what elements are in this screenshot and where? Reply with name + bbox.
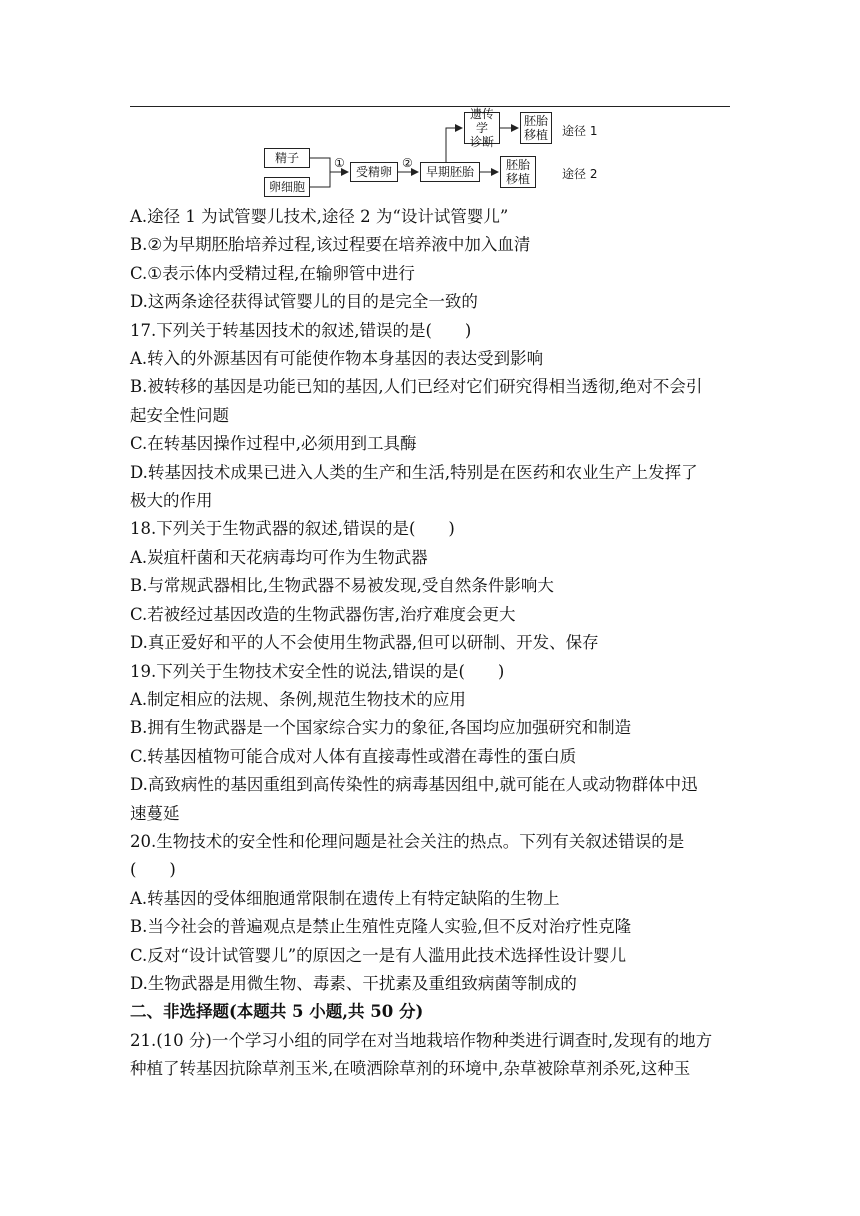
egg-box — [264, 177, 310, 197]
option-line: A.转基因的受体细胞通常限制在遗传上有特定缺陷的生物上 — [130, 888, 560, 908]
option-line: C.在转基因操作过程中,必须用到工具酶 — [130, 434, 417, 454]
option-line: D.这两条途径获得试管婴儿的目的是完全一致的 — [130, 292, 478, 312]
option-line: A.制定相应的法规、条例,规范生物技术的应用 — [130, 689, 466, 709]
zygote-label: 受精卵 — [355, 165, 392, 179]
option-line: D.高致病性的基因重组到高传染性的病毒基因组中,就可能在人或动物群体中迅 — [130, 775, 698, 795]
section-heading: 二、非选择题(本题共 5 小题,共 50 分) — [130, 1002, 424, 1022]
early-embryo-box — [420, 162, 480, 182]
genetic-diagnosis-line1: 遗传学 — [469, 107, 494, 135]
question-text — [130, 203, 730, 1084]
route1-label: 途径 1 — [562, 124, 598, 138]
question-19-stem: 19.下列关于生物技术安全性的说法,错误的是( ) — [130, 661, 505, 681]
transfer-top-line1: 胚胎 — [523, 114, 548, 128]
option-line: A.转入的外源基因有可能使作物本身基因的表达受到影响 — [130, 349, 544, 369]
option-line: B.拥有生物武器是一个国家综合实力的象征,各国均应加强研究和制造 — [130, 718, 632, 738]
transfer-top-box — [520, 112, 552, 144]
question-21-stem-continued: 种植了转基因抗除草剂玉米,在喷洒除草剂的环境中,杂草被除草剂杀死,这种玉 — [130, 1059, 691, 1079]
step1-label: ① — [334, 156, 345, 170]
early-embryo-label: 早期胚胎 — [425, 165, 474, 179]
transfer-bottom-line1: 胚胎 — [505, 158, 530, 172]
option-line: D.真正爱好和平的人不会使用生物武器,但可以研制、开发、保存 — [130, 633, 599, 653]
option-line: C.反对“设计试管婴儿”的原因之一是有人滥用此技术选择性设计婴儿 — [130, 945, 627, 965]
genetic-diagnosis-box — [464, 107, 500, 149]
transfer-bottom-line2: 移植 — [505, 172, 530, 186]
transfer-top-line2: 移植 — [523, 128, 548, 142]
option-line: B.与常规武器相比,生物武器不易被发现,受自然条件影响大 — [130, 576, 554, 596]
route2-label: 途径 2 — [562, 167, 598, 181]
sperm-box — [264, 148, 310, 168]
option-line-continued: 速蔓延 — [130, 803, 180, 823]
question-17-stem: 17.下列关于转基因技术的叙述,错误的是( ) — [130, 320, 472, 340]
step2-label: ② — [402, 156, 413, 170]
option-line-continued: 极大的作用 — [130, 491, 213, 511]
option-line: B.被转移的基因是功能已知的基因,人们已经对它们研究得相当透彻,绝对不会引 — [130, 377, 703, 397]
option-line: A.炭疽杆菌和天花病毒均可作为生物武器 — [130, 547, 428, 567]
ivf-flow-diagram — [262, 107, 622, 202]
option-line: B.②为早期胚胎培养过程,该过程要在培养液中加入血清 — [130, 235, 531, 255]
option-line: D.生物武器是用微生物、毒素、干扰素及重组致病菌等制成的 — [130, 973, 577, 993]
question-20-stem-continued: ( ) — [130, 860, 176, 880]
option-line: C.转基因植物可能合成对人体有直接毒性或潜在毒性的蛋白质 — [130, 746, 577, 766]
option-line: A.途径 1 为试管婴儿技术,途径 2 为“设计试管婴儿” — [130, 207, 509, 226]
option-line: C.若被经过基因改造的生物武器伤害,治疗难度会更大 — [130, 604, 516, 624]
transfer-bottom-box — [500, 156, 536, 188]
question-21-stem: 21.(10 分)一个学习小组的同学在对当地栽培作物种类进行调查时,发现有的地方 — [130, 1030, 713, 1050]
option-line: C.①表示体内受精过程,在输卵管中进行 — [130, 263, 415, 283]
option-line-continued: 起安全性问题 — [130, 405, 229, 425]
option-line: B.当今社会的普遍观点是禁止生殖性克隆人实验,但不反对治疗性克隆 — [130, 917, 632, 937]
zygote-box — [350, 162, 398, 182]
egg-label: 卵细胞 — [268, 180, 305, 194]
header-rule — [130, 106, 730, 107]
question-20-stem: 20.生物技术的安全性和伦理问题是社会关注的热点。下列有关叙述错误的是 — [130, 831, 685, 851]
option-line: D.转基因技术成果已进入人类的生产和生活,特别是在医药和农业生产上发挥了 — [130, 462, 698, 482]
sperm-label: 精子 — [274, 151, 299, 165]
genetic-diagnosis-line2: 诊断 — [469, 135, 494, 149]
question-18-stem: 18.下列关于生物武器的叙述,错误的是( ) — [130, 519, 455, 539]
